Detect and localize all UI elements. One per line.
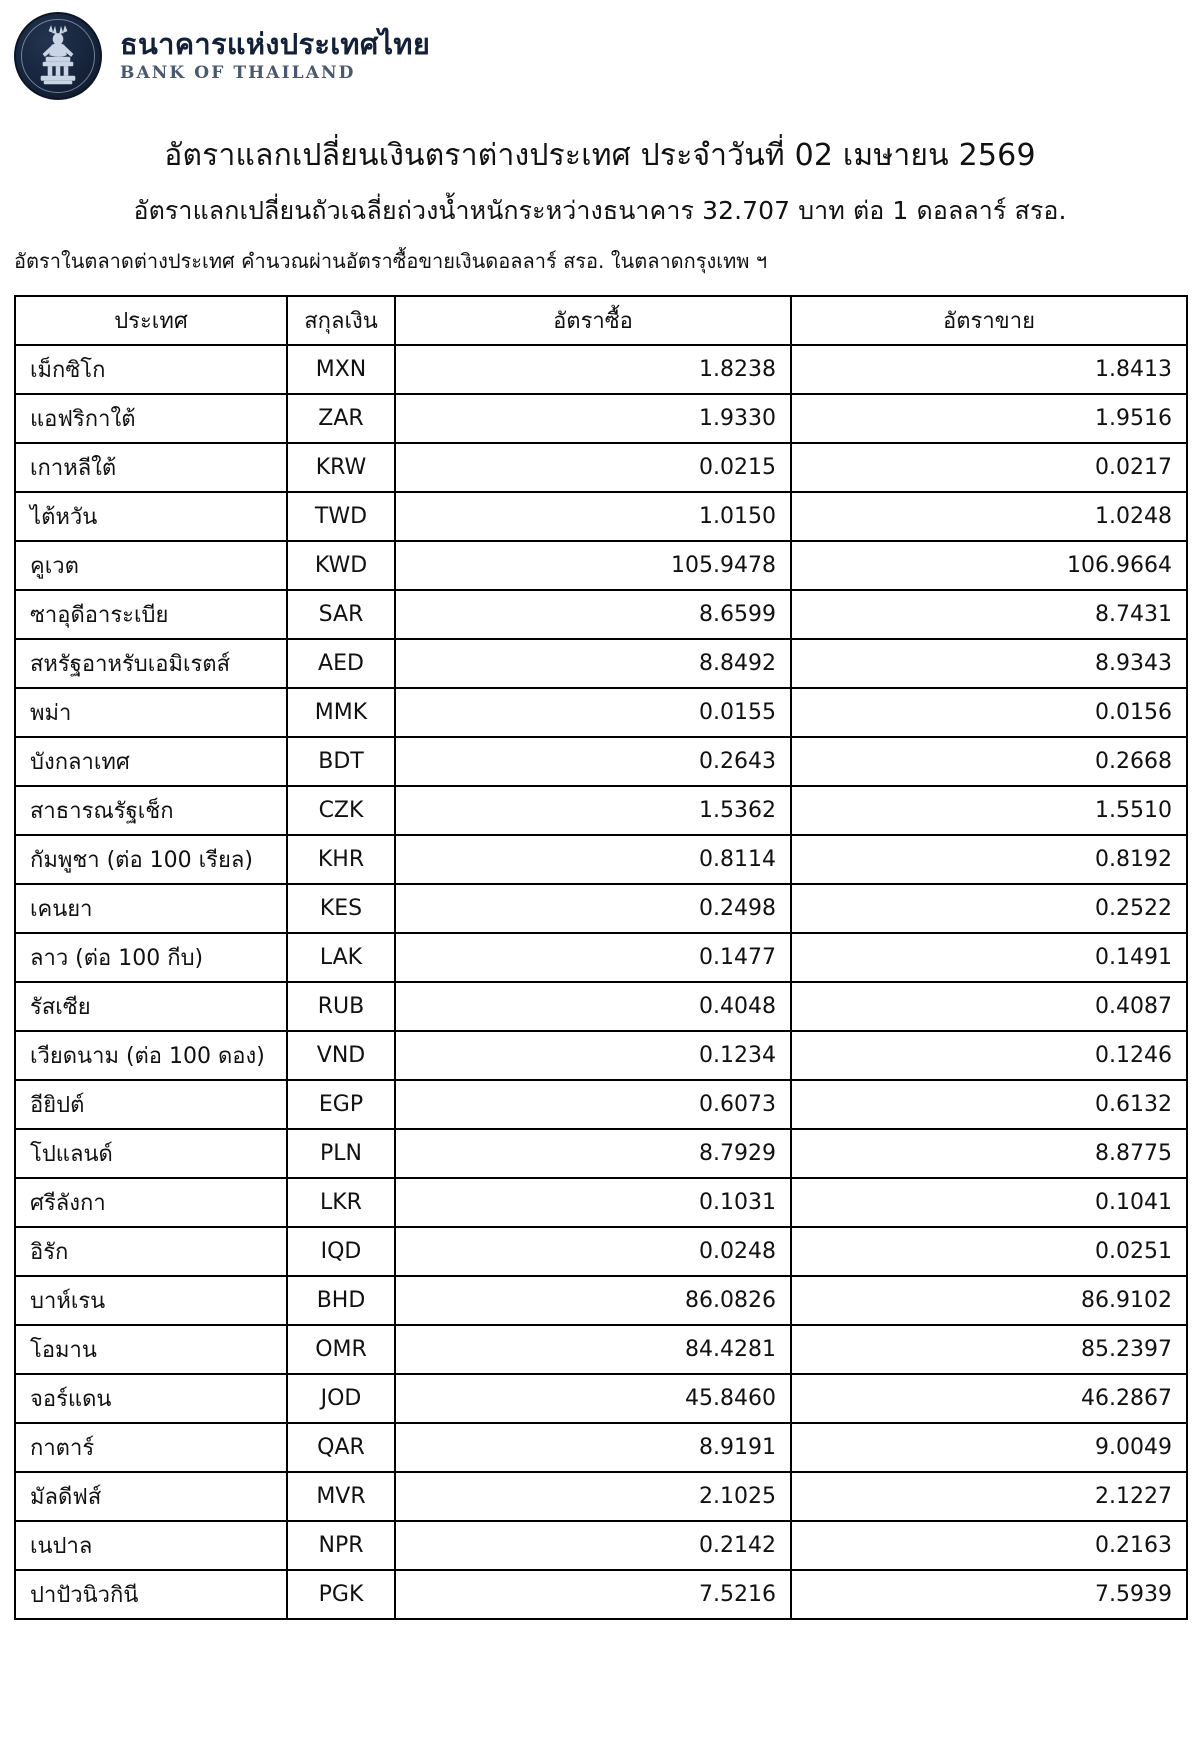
titles-block: [0, 132, 1200, 277]
cell-buy-rate: 0.0155: [395, 688, 791, 737]
table-row: [15, 1031, 1187, 1080]
cell-currency: MXN: [287, 345, 395, 394]
cell-sell-rate: 0.6132: [791, 1080, 1187, 1129]
cell-country: ลาว (ต่อ 100 กีบ): [15, 933, 287, 982]
cell-currency: PLN: [287, 1129, 395, 1178]
page-title: อัตราแลกเปลี่ยนเงินตราต่างประเทศ ประจำวันที่ 02 เมษายน 2569: [164, 138, 1036, 173]
table-row: [15, 933, 1187, 982]
cell-country: โปแลนด์: [15, 1129, 287, 1178]
cell-country: บาห์เรน: [15, 1276, 287, 1325]
bot-seal-icon: [14, 12, 102, 100]
cell-sell-rate: 1.9516: [791, 394, 1187, 443]
page-subtitle: อัตราแลกเปลี่ยนถัวเฉลี่ยถ่วงน้ำหนักระหว่างธนาคาร 32.707 บาท ต่อ 1 ดอลลาร์ สรอ.: [133, 196, 1067, 225]
cell-sell-rate: 1.8413: [791, 345, 1187, 394]
cell-country: บังกลาเทศ: [15, 737, 287, 786]
cell-country: ซาอุดีอาระเบีย: [15, 590, 287, 639]
cell-currency: MMK: [287, 688, 395, 737]
table-row: [15, 1325, 1187, 1374]
column-header-country: ประเทศ: [15, 296, 287, 345]
table-row: [15, 1423, 1187, 1472]
cell-currency: NPR: [287, 1521, 395, 1570]
cell-currency: KHR: [287, 835, 395, 884]
cell-country: อิรัก: [15, 1227, 287, 1276]
cell-buy-rate: 1.8238: [395, 345, 791, 394]
cell-country: เวียดนาม (ต่อ 100 ดอง): [15, 1031, 287, 1080]
cell-country: อียิปต์: [15, 1080, 287, 1129]
cell-buy-rate: 0.2498: [395, 884, 791, 933]
table-row: [15, 1276, 1187, 1325]
cell-country: กัมพูชา (ต่อ 100 เรียล): [15, 835, 287, 884]
cell-sell-rate: 0.0156: [791, 688, 1187, 737]
cell-buy-rate: 0.2643: [395, 737, 791, 786]
cell-buy-rate: 7.5216: [395, 1570, 791, 1619]
cell-currency: TWD: [287, 492, 395, 541]
cell-buy-rate: 105.9478: [395, 541, 791, 590]
column-header-sell-rate: อัตราขาย: [791, 296, 1187, 345]
cell-buy-rate: 8.8492: [395, 639, 791, 688]
cell-country: เคนยา: [15, 884, 287, 933]
cell-sell-rate: 0.0217: [791, 443, 1187, 492]
table-row: [15, 639, 1187, 688]
cell-currency: KWD: [287, 541, 395, 590]
cell-currency: JOD: [287, 1374, 395, 1423]
cell-sell-rate: 0.4087: [791, 982, 1187, 1031]
cell-buy-rate: 45.8460: [395, 1374, 791, 1423]
table-row: [15, 345, 1187, 394]
cell-buy-rate: 2.1025: [395, 1472, 791, 1521]
cell-sell-rate: 1.0248: [791, 492, 1187, 541]
cell-buy-rate: 0.2142: [395, 1521, 791, 1570]
cell-buy-rate: 8.7929: [395, 1129, 791, 1178]
cell-currency: ZAR: [287, 394, 395, 443]
cell-sell-rate: 85.2397: [791, 1325, 1187, 1374]
cell-sell-rate: 1.5510: [791, 786, 1187, 835]
cell-country: เกาหลีใต้: [15, 443, 287, 492]
cell-country: ไต้หวัน: [15, 492, 287, 541]
cell-country: คูเวต: [15, 541, 287, 590]
table-row: [15, 1227, 1187, 1276]
table-header: [15, 296, 1187, 345]
cell-country: มัลดีฟส์: [15, 1472, 287, 1521]
cell-currency: LAK: [287, 933, 395, 982]
cell-currency: RUB: [287, 982, 395, 1031]
table-row: [15, 1129, 1187, 1178]
column-header-buy-rate: อัตราซื้อ: [395, 296, 791, 345]
brand-text: [120, 29, 430, 82]
cell-currency: BHD: [287, 1276, 395, 1325]
cell-country: เม็กซิโก: [15, 345, 287, 394]
table-row: [15, 590, 1187, 639]
cell-currency: SAR: [287, 590, 395, 639]
cell-country: สหรัฐอาหรับเอมิเรตส์: [15, 639, 287, 688]
document-header: [0, 0, 1200, 106]
cell-currency: VND: [287, 1031, 395, 1080]
cell-sell-rate: 2.1227: [791, 1472, 1187, 1521]
cell-country: แอฟริกาใต้: [15, 394, 287, 443]
cell-sell-rate: 8.7431: [791, 590, 1187, 639]
cell-country: กาตาร์: [15, 1423, 287, 1472]
cell-currency: PGK: [287, 1570, 395, 1619]
cell-buy-rate: 0.1031: [395, 1178, 791, 1227]
cell-sell-rate: 8.8775: [791, 1129, 1187, 1178]
table-row: [15, 1472, 1187, 1521]
table-row: [15, 492, 1187, 541]
cell-buy-rate: 0.1477: [395, 933, 791, 982]
cell-country: พม่า: [15, 688, 287, 737]
cell-buy-rate: 0.8114: [395, 835, 791, 884]
cell-buy-rate: 0.6073: [395, 1080, 791, 1129]
table-row: [15, 541, 1187, 590]
table-row: [15, 1374, 1187, 1423]
cell-country: สาธารณรัฐเช็ก: [15, 786, 287, 835]
cell-country: โอมาน: [15, 1325, 287, 1374]
cell-buy-rate: 8.6599: [395, 590, 791, 639]
cell-buy-rate: 0.4048: [395, 982, 791, 1031]
cell-sell-rate: 9.0049: [791, 1423, 1187, 1472]
cell-currency: AED: [287, 639, 395, 688]
cell-buy-rate: 0.0215: [395, 443, 791, 492]
brand-name-en: BANK OF THAILAND: [120, 62, 356, 83]
table-row: [15, 982, 1187, 1031]
cell-buy-rate: 86.0826: [395, 1276, 791, 1325]
cell-currency: KES: [287, 884, 395, 933]
cell-currency: BDT: [287, 737, 395, 786]
table-row: [15, 1570, 1187, 1619]
cell-country: รัสเซีย: [15, 982, 287, 1031]
table-row: [15, 394, 1187, 443]
cell-buy-rate: 1.9330: [395, 394, 791, 443]
cell-currency: LKR: [287, 1178, 395, 1227]
cell-country: ศรีลังกา: [15, 1178, 287, 1227]
cell-currency: OMR: [287, 1325, 395, 1374]
cell-buy-rate: 1.0150: [395, 492, 791, 541]
cell-currency: MVR: [287, 1472, 395, 1521]
cell-sell-rate: 0.1041: [791, 1178, 1187, 1227]
table-body: [15, 345, 1187, 1619]
table-row: [15, 1080, 1187, 1129]
cell-country: จอร์แดน: [15, 1374, 287, 1423]
cell-sell-rate: 106.9664: [791, 541, 1187, 590]
table-row: [15, 835, 1187, 884]
table-row: [15, 786, 1187, 835]
cell-sell-rate: 86.9102: [791, 1276, 1187, 1325]
exchange-rate-table: [14, 295, 1188, 1620]
table-row: [15, 688, 1187, 737]
cell-sell-rate: 0.2163: [791, 1521, 1187, 1570]
table-row: [15, 737, 1187, 786]
table-row: [15, 884, 1187, 933]
cell-buy-rate: 0.1234: [395, 1031, 791, 1080]
cell-country: ปาปัวนิวกินี: [15, 1570, 287, 1619]
cell-currency: CZK: [287, 786, 395, 835]
exchange-rate-table-wrapper: [14, 295, 1186, 1620]
cell-currency: EGP: [287, 1080, 395, 1129]
cell-sell-rate: 8.9343: [791, 639, 1187, 688]
cell-sell-rate: 0.1491: [791, 933, 1187, 982]
cell-sell-rate: 0.8192: [791, 835, 1187, 884]
cell-sell-rate: 0.2668: [791, 737, 1187, 786]
cell-sell-rate: 0.1246: [791, 1031, 1187, 1080]
column-header-currency: สกุลเงิน: [287, 296, 395, 345]
cell-sell-rate: 46.2867: [791, 1374, 1187, 1423]
cell-buy-rate: 8.9191: [395, 1423, 791, 1472]
cell-sell-rate: 0.2522: [791, 884, 1187, 933]
cell-currency: IQD: [287, 1227, 395, 1276]
table-row: [15, 443, 1187, 492]
cell-sell-rate: 0.0251: [791, 1227, 1187, 1276]
cell-buy-rate: 84.4281: [395, 1325, 791, 1374]
page-note: อัตราในตลาดต่างประเทศ คำนวณผ่านอัตราซื้อขายเงินดอลลาร์ สรอ. ในตลาดกรุงเทพ ฯ: [14, 249, 768, 273]
cell-country: เนปาล: [15, 1521, 287, 1570]
table-header-row: [15, 296, 1187, 345]
table-row: [15, 1521, 1187, 1570]
cell-currency: QAR: [287, 1423, 395, 1472]
brand-name-th: ธนาคารแห่งประเทศไทย: [120, 27, 431, 62]
cell-buy-rate: 1.5362: [395, 786, 791, 835]
cell-sell-rate: 7.5939: [791, 1570, 1187, 1619]
cell-buy-rate: 0.0248: [395, 1227, 791, 1276]
table-row: [15, 1178, 1187, 1227]
cell-currency: KRW: [287, 443, 395, 492]
